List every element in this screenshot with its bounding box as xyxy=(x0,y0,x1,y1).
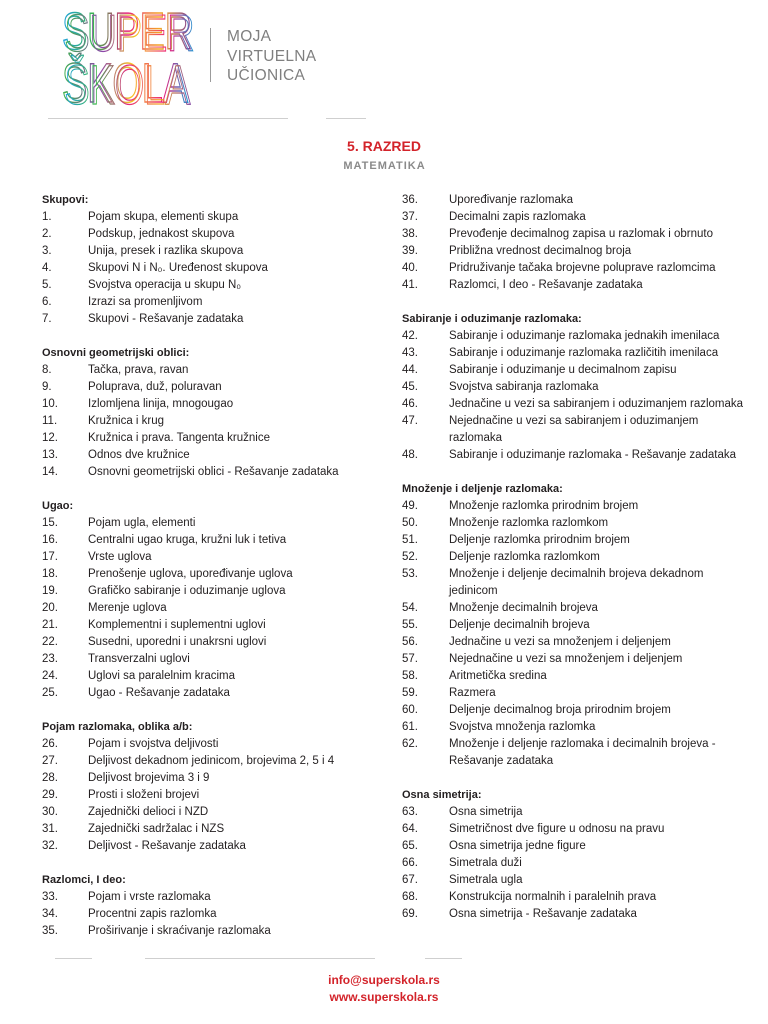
topic-number: 8. xyxy=(42,363,52,376)
topic-number: 39. xyxy=(402,244,418,257)
topic-row xyxy=(42,617,388,634)
topic-row xyxy=(42,294,388,311)
topic-text: Sabiranje i oduzimanje razlomaka jednakih imenilaca xyxy=(449,329,720,342)
topic-row xyxy=(402,379,749,396)
topic-number: 13. xyxy=(42,448,58,461)
topic-row xyxy=(402,600,749,617)
topic-row xyxy=(402,413,749,447)
topic-text: Simetrala ugla xyxy=(449,873,523,886)
topic-number: 3. xyxy=(42,244,52,257)
topic-row xyxy=(402,719,749,736)
topic-number: 19. xyxy=(42,584,58,597)
subject-title: MATEMATIKA xyxy=(343,160,426,172)
topic-row xyxy=(42,532,388,549)
topic-text: Osna simetrija xyxy=(449,805,523,818)
topic-row xyxy=(402,736,749,770)
topic-text: Pojam skupa, elementi skupa xyxy=(88,210,239,223)
topic-number: 43. xyxy=(402,346,418,359)
topic-text: Jednačine u vezi sa množenjem i deljenjem xyxy=(449,635,671,648)
topic-number: 35. xyxy=(42,924,58,937)
topic-row xyxy=(42,600,388,617)
topic-text: Deljivost brojevima 3 i 9 xyxy=(88,771,210,784)
section-razlomci-i-deo-continued xyxy=(402,192,749,294)
topic-text: Zajednički sadržalac i NZS xyxy=(88,822,225,835)
section-pojam-razlomaka xyxy=(42,719,388,855)
topic-row xyxy=(402,498,749,515)
topic-number: 48. xyxy=(402,448,418,461)
topic-row xyxy=(402,209,749,226)
topic-row xyxy=(42,226,388,243)
topic-text: Množenje i deljenje razlomaka i decimalnih brojeva - Rešavanje zadataka xyxy=(449,737,716,767)
topic-row xyxy=(402,906,749,923)
superskola-logo xyxy=(40,0,210,112)
topic-row xyxy=(402,515,749,532)
topic-text: Transverzalni uglovi xyxy=(88,652,190,665)
topic-row xyxy=(402,345,749,362)
topic-row xyxy=(42,634,388,651)
topic-row xyxy=(42,277,388,294)
topic-text: Sabiranje i oduzimanje razlomaka - Rešavanje zadataka xyxy=(449,448,737,461)
topic-number: 26. xyxy=(42,737,58,750)
topic-number: 52. xyxy=(402,550,418,563)
topic-row xyxy=(402,192,749,209)
topic-number: 37. xyxy=(402,210,418,223)
section-heading: Množenje i deljenje razlomaka: xyxy=(402,482,563,495)
topic-number: 18. xyxy=(42,567,58,580)
topic-text: Deljivost dekadnom jedinicom, brojevima 2, 5 i 4 xyxy=(88,754,335,767)
topic-row xyxy=(402,821,749,838)
topic-number: 41. xyxy=(402,278,418,291)
topic-number: 15. xyxy=(42,516,58,529)
section-mnozenje-i-deljenje xyxy=(402,481,749,770)
topic-text: Osna simetrija jedne figure xyxy=(449,839,586,852)
topic-number: 59. xyxy=(402,686,418,699)
topic-number: 7. xyxy=(42,312,52,325)
contact-website[interactable]: www.superskola.rs xyxy=(329,990,439,1004)
topic-text: Procentni zapis razlomka xyxy=(88,907,217,920)
topic-text: Decimalni zapis razlomaka xyxy=(449,210,586,223)
topic-number: 40. xyxy=(402,261,418,274)
topic-row xyxy=(42,311,388,328)
section-razlomci-i-deo xyxy=(42,872,388,940)
tagline xyxy=(227,27,316,86)
topic-text: Približna vrednost decimalnog broja xyxy=(449,244,632,257)
topic-row xyxy=(42,889,388,906)
grade-title: 5. RAZRED xyxy=(347,138,421,154)
topic-text: Izlomljena linija, mnogougao xyxy=(88,397,234,410)
topic-number: 32. xyxy=(42,839,58,852)
logo-text-super: SUPER xyxy=(62,3,192,61)
topic-text: Vrste uglova xyxy=(88,550,152,563)
topic-number: 63. xyxy=(402,805,418,818)
contact-email[interactable]: info@superskola.rs xyxy=(328,973,440,987)
topic-column-right xyxy=(402,192,749,923)
topic-row xyxy=(42,838,388,855)
section-heading: Ugao: xyxy=(42,499,74,512)
topic-row xyxy=(402,634,749,651)
topic-number: 67. xyxy=(402,873,418,886)
topic-number: 64. xyxy=(402,822,418,835)
topic-number: 42. xyxy=(402,329,418,342)
topic-text: Svojstva operacija u skupu N₀ xyxy=(88,278,242,291)
section-osna-simetrija xyxy=(402,787,749,923)
topic-row xyxy=(42,770,388,787)
topic-text: Svojstva sabiranja razlomaka xyxy=(449,380,599,393)
topic-text: Deljenje razlomka prirodnim brojem xyxy=(449,533,630,546)
topic-number: 4. xyxy=(42,261,52,274)
topic-row xyxy=(402,243,749,260)
topic-row xyxy=(42,787,388,804)
topic-text: Merenje uglova xyxy=(88,601,167,614)
topic-row xyxy=(42,566,388,583)
topic-text: Pojam i svojstva deljivosti xyxy=(88,737,219,750)
section-heading: Osnovni geometrijski oblici: xyxy=(42,346,190,359)
topic-number: 25. xyxy=(42,686,58,699)
topic-text: Proširivanje i skraćivanje razlomaka xyxy=(88,924,271,937)
topic-number: 51. xyxy=(402,533,418,546)
topic-number: 33. xyxy=(42,890,58,903)
topic-number: 46. xyxy=(402,397,418,410)
topic-text: Podskup, jednakost skupova xyxy=(88,227,235,240)
topic-text: Susedni, uporedni i unakrsni uglovi xyxy=(88,635,267,648)
topic-number: 34. xyxy=(42,907,58,920)
topic-row xyxy=(42,447,388,464)
topic-text: Komplementni i suplementni uglovi xyxy=(88,618,266,631)
topic-number: 47. xyxy=(402,414,418,427)
topic-text: Deljivost - Rešavanje zadataka xyxy=(88,839,246,852)
topic-row xyxy=(402,651,749,668)
topic-text: Simetričnost dve figure u odnosu na pravu xyxy=(449,822,665,835)
topic-row xyxy=(402,872,749,889)
topic-number: 66. xyxy=(402,856,418,869)
topic-text: Zajednički delioci i NZD xyxy=(88,805,209,818)
topic-text: Poluprava, duž, poluravan xyxy=(88,380,222,393)
topic-number: 5. xyxy=(42,278,52,291)
topic-row xyxy=(42,430,388,447)
topic-number: 12. xyxy=(42,431,58,444)
topic-row xyxy=(42,923,388,940)
topic-number: 36. xyxy=(402,193,418,206)
topic-number: 23. xyxy=(42,652,58,665)
topic-text: Uglovi sa paralelnim kracima xyxy=(88,669,235,682)
topic-text: Pridruživanje tačaka brojevne poluprave razlomcima xyxy=(449,261,716,274)
topic-text: Skupovi - Rešavanje zadataka xyxy=(88,312,244,325)
topic-text: Kružnica i krug xyxy=(88,414,165,427)
section-heading: Pojam razlomaka, oblika a/b: xyxy=(42,720,193,733)
topic-text: Prosti i složeni brojevi xyxy=(88,788,200,801)
topic-text: Množenje razlomka prirodnim brojem xyxy=(449,499,639,512)
topic-number: 22. xyxy=(42,635,58,648)
topic-row xyxy=(402,855,749,872)
topic-text: Grafičko sabiranje i oduzimanje uglova xyxy=(88,584,286,597)
topic-row xyxy=(42,515,388,532)
topic-text: Ugao - Rešavanje zadataka xyxy=(88,686,230,699)
topic-text: Aritmetička sredina xyxy=(449,669,547,682)
topic-row xyxy=(402,838,749,855)
topic-number: 24. xyxy=(42,669,58,682)
topic-number: 38. xyxy=(402,227,418,240)
section-heading: Sabiranje i oduzimanje razlomaka: xyxy=(402,312,582,325)
topic-number: 65. xyxy=(402,839,418,852)
topic-number: 28. xyxy=(42,771,58,784)
header-rule-long xyxy=(48,118,288,119)
tagline-line-1: MOJA xyxy=(227,28,272,45)
topic-row xyxy=(402,549,749,566)
topic-text: Deljenje razlomka razlomkom xyxy=(449,550,600,563)
topic-text: Nejednačine u vezi sa sabiranjem i oduzimanjem razlomaka xyxy=(449,414,699,444)
topic-number: 17. xyxy=(42,550,58,563)
topic-text: Množenje razlomka razlomkom xyxy=(449,516,609,529)
tagline-line-3: UČIONICA xyxy=(227,67,306,84)
topic-row xyxy=(402,277,749,294)
topic-text: Izrazi sa promenljivom xyxy=(88,295,203,308)
topic-number: 54. xyxy=(402,601,418,614)
topic-text: Pojam ugla, elementi xyxy=(88,516,196,529)
section-skupovi xyxy=(42,192,388,328)
topic-row xyxy=(42,464,388,481)
topic-row xyxy=(402,889,749,906)
topic-text: Osna simetrija - Rešavanje zadataka xyxy=(449,907,637,920)
topic-number: 50. xyxy=(402,516,418,529)
section-heading: Razlomci, I deo: xyxy=(42,873,126,886)
section-ugao xyxy=(42,498,388,702)
topic-text: Jednačine u vezi sa sabiranjem i oduzimanjem razlomaka xyxy=(449,397,744,410)
topic-row xyxy=(402,702,749,719)
topic-text: Sabiranje i oduzimanje u decimalnom zapisu xyxy=(449,363,677,376)
topic-row xyxy=(42,379,388,396)
topic-row xyxy=(42,243,388,260)
topic-number: 44. xyxy=(402,363,418,376)
topic-text: Nejednačine u vezi sa množenjem i deljenjem xyxy=(449,652,683,665)
topic-text: Tačka, prava, ravan xyxy=(88,363,189,376)
topic-row xyxy=(402,396,749,413)
topic-number: 16. xyxy=(42,533,58,546)
topic-row xyxy=(42,549,388,566)
topic-text: Kružnica i prava. Tangenta kružnice xyxy=(88,431,270,444)
topic-number: 6. xyxy=(42,295,52,308)
topic-text: Unija, presek i razlika skupova xyxy=(88,244,244,257)
topic-number: 27. xyxy=(42,754,58,767)
topic-text: Množenje decimalnih brojeva xyxy=(449,601,598,614)
topic-text: Prevođenje decimalnog zapisa u razlomak i obrnuto xyxy=(449,227,714,240)
topic-number: 53. xyxy=(402,567,418,580)
topic-number: 62. xyxy=(402,737,418,750)
topic-row xyxy=(402,617,749,634)
section-sabiranje-i-oduzimanje xyxy=(402,311,749,464)
topic-number: 10. xyxy=(42,397,58,410)
topic-column-left xyxy=(42,192,388,940)
topic-number: 60. xyxy=(402,703,418,716)
topic-number: 57. xyxy=(402,652,418,665)
footer-rule-left xyxy=(55,958,92,959)
topic-row xyxy=(42,583,388,600)
topic-number: 56. xyxy=(402,635,418,648)
topic-number: 11. xyxy=(42,414,58,427)
topic-row xyxy=(42,668,388,685)
topic-text: Razlomci, I deo - Rešavanje zadataka xyxy=(449,278,643,291)
topic-number: 14. xyxy=(42,465,58,478)
topic-row xyxy=(402,362,749,379)
section-osnovni-geometrijski-oblici xyxy=(42,345,388,481)
topic-text: Odnos dve kružnice xyxy=(88,448,190,461)
topic-text: Osnovni geometrijski oblici - Rešavanje zadataka xyxy=(88,465,339,478)
topic-text: Centralni ugao kruga, kružni luk i tetiva xyxy=(88,533,287,546)
topic-number: 49. xyxy=(402,499,418,512)
topic-number: 58. xyxy=(402,669,418,682)
topic-number: 55. xyxy=(402,618,418,631)
topic-number: 21. xyxy=(42,618,58,631)
topic-row xyxy=(402,226,749,243)
topic-number: 30. xyxy=(42,805,58,818)
topic-text: Skupovi N i N₀. Uređenost skupova xyxy=(88,261,268,274)
topic-text: Sabiranje i oduzimanje razlomaka različitih imenilaca xyxy=(449,346,719,359)
topic-number: 2. xyxy=(42,227,52,240)
topic-row xyxy=(42,362,388,379)
topic-text: Deljenje decimalnog broja prirodnim brojem xyxy=(449,703,671,716)
topic-row xyxy=(402,532,749,549)
topic-number: 69. xyxy=(402,907,418,920)
topic-row xyxy=(402,566,749,600)
topic-row xyxy=(42,804,388,821)
topic-number: 45. xyxy=(402,380,418,393)
tagline-line-2: VIRTUELNA xyxy=(227,47,317,65)
topic-row xyxy=(42,753,388,770)
topic-number: 68. xyxy=(402,890,418,903)
topic-text: Razmera xyxy=(449,686,496,699)
topic-row xyxy=(42,413,388,430)
topic-row xyxy=(42,685,388,702)
logo-text-super-shadow: SUPER xyxy=(64,5,195,63)
topic-row xyxy=(402,804,749,821)
topic-number: 61. xyxy=(402,720,418,733)
footer-rule-right xyxy=(425,958,462,959)
topic-text: Upoređivanje razlomaka xyxy=(449,193,574,206)
topic-text: Simetrala duži xyxy=(449,856,522,869)
logo-text-skola: ŠKOLA xyxy=(62,51,189,112)
logo-divider xyxy=(210,28,211,82)
topic-text: Deljenje decimalnih brojeva xyxy=(449,618,590,631)
topic-number: 1. xyxy=(42,210,52,223)
topic-row xyxy=(402,685,749,702)
topic-text: Konstrukcija normalnih i paralelnih prava xyxy=(449,890,657,903)
logo-text-skola-shadow: ŠKOLA xyxy=(64,53,191,112)
topic-text: Svojstva množenja razlomka xyxy=(449,720,596,733)
topic-row xyxy=(402,447,749,464)
footer-rule-center xyxy=(145,958,375,959)
header-rule-short xyxy=(326,118,366,119)
topic-row xyxy=(42,651,388,668)
topic-row xyxy=(42,821,388,838)
topic-row xyxy=(42,736,388,753)
topic-row xyxy=(402,260,749,277)
topic-number: 9. xyxy=(42,380,52,393)
topic-number: 31. xyxy=(42,822,58,835)
topic-number: 29. xyxy=(42,788,58,801)
topic-text: Pojam i vrste razlomaka xyxy=(88,890,211,903)
topic-row xyxy=(42,396,388,413)
section-heading: Skupovi: xyxy=(42,193,89,206)
topic-row xyxy=(402,328,749,345)
topic-row xyxy=(42,209,388,226)
topic-text: Prenošenje uglova, upoređivanje uglova xyxy=(88,567,293,580)
topic-row xyxy=(42,906,388,923)
topic-text: Množenje i deljenje decimalnih brojeva dekadnom jedinicom xyxy=(449,567,704,597)
topic-row xyxy=(402,668,749,685)
topic-row xyxy=(42,260,388,277)
section-heading: Osna simetrija: xyxy=(402,788,482,801)
topic-number: 20. xyxy=(42,601,58,614)
